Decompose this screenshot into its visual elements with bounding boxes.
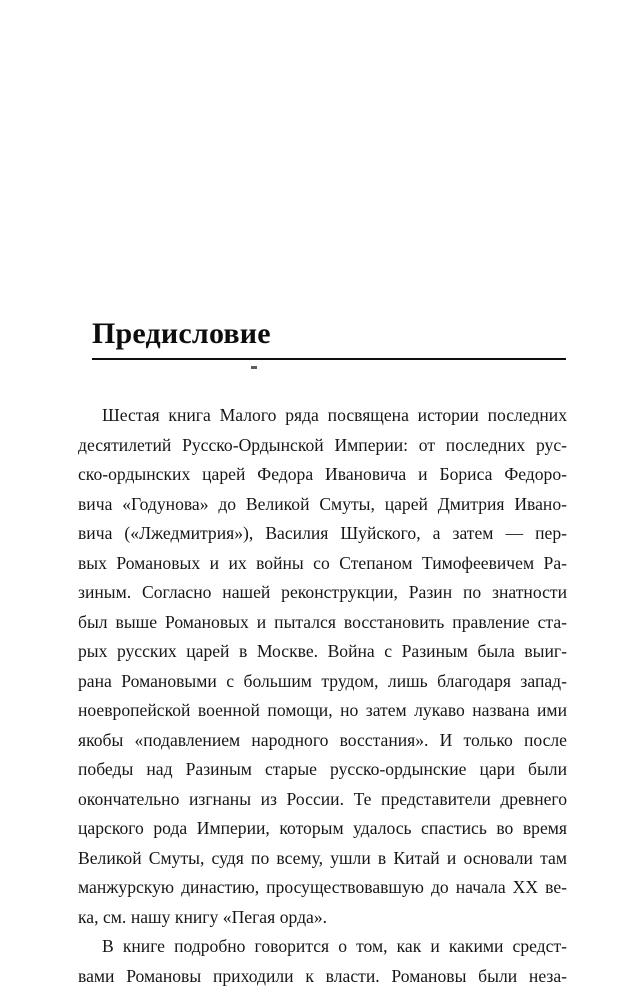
text-line <box>78 667 567 697</box>
text-line <box>78 637 567 667</box>
title-divider <box>92 358 566 360</box>
line-text: десятилетий Русско-Ордынской Империи: от последних рус- <box>78 434 567 455</box>
text-line <box>78 755 567 785</box>
body-text-column <box>78 401 567 991</box>
text-line <box>78 696 567 726</box>
text-line <box>78 903 567 933</box>
line-text: вых Романовых и их войны со Степаном Тимофеевичем Ра- <box>78 552 567 573</box>
line-text: победы над Разиным старые русско-ордынские цари были <box>78 759 567 779</box>
text-line <box>78 962 567 992</box>
text-line <box>78 844 567 874</box>
line-text: рана Романовыми с большим трудом, лишь благодаря запад- <box>78 670 567 691</box>
text-line <box>78 726 567 756</box>
line-text: был выше Романовых и пытался восстановить правление ста- <box>78 611 567 632</box>
text-line <box>78 578 567 608</box>
line-text: ноевропейской военной помощи, но затем лукаво названа ими <box>78 700 567 720</box>
line-text: В книге подробно говорится о том, как и какими средст- <box>102 936 567 956</box>
text-line <box>78 431 567 461</box>
line-text: вича («Лжедмитрия»), Василия Шуйского, а затем — пер- <box>78 523 567 543</box>
text-line <box>78 490 567 520</box>
line-text: ка, см. нашу книгу «Пегая орда». <box>78 906 328 927</box>
text-line <box>78 932 567 962</box>
text-line <box>78 401 567 431</box>
chapter-heading-block <box>92 316 566 360</box>
line-text: якобы «подавлением народного восстания». И только после <box>78 729 567 750</box>
text-line <box>78 873 567 903</box>
line-text: вами Романовы приходили к власти. Романовы были неза- <box>78 965 567 986</box>
paragraph-1 <box>78 401 567 932</box>
line-text: зиным. Согласно нашей реконструкции, Разин по знатности <box>78 582 567 602</box>
line-text: манжурскую династию, просуществовавшую до начала XX ве- <box>78 877 567 897</box>
scan-artifact-speck <box>251 366 257 369</box>
text-line <box>78 785 567 815</box>
page-title: Предисловие <box>92 317 271 350</box>
line-text: вича «Годунова» до Великой Смуты, царей Дмитрия Ивано- <box>78 493 567 514</box>
paragraph-2 <box>78 932 567 991</box>
line-text: Шестая книга Малого ряда посвящена истории последних <box>102 405 567 425</box>
line-text: Великой Смуты, судя по всему, ушли в Китай и основали там <box>78 847 567 868</box>
text-line <box>78 519 567 549</box>
line-text: окончательно изгнаны из России. Те представители древнего <box>78 788 567 809</box>
text-line <box>78 814 567 844</box>
line-text: царского рода Империи, которым удалось спастись во время <box>78 818 567 838</box>
line-text: рых русских царей в Москве. Война с Разиным была выиг- <box>78 641 567 661</box>
line-text: ско-ордынских царей Федора Ивановича и Бориса Федоро- <box>78 464 567 484</box>
text-line <box>78 608 567 638</box>
text-line <box>78 460 567 490</box>
text-line <box>78 549 567 579</box>
